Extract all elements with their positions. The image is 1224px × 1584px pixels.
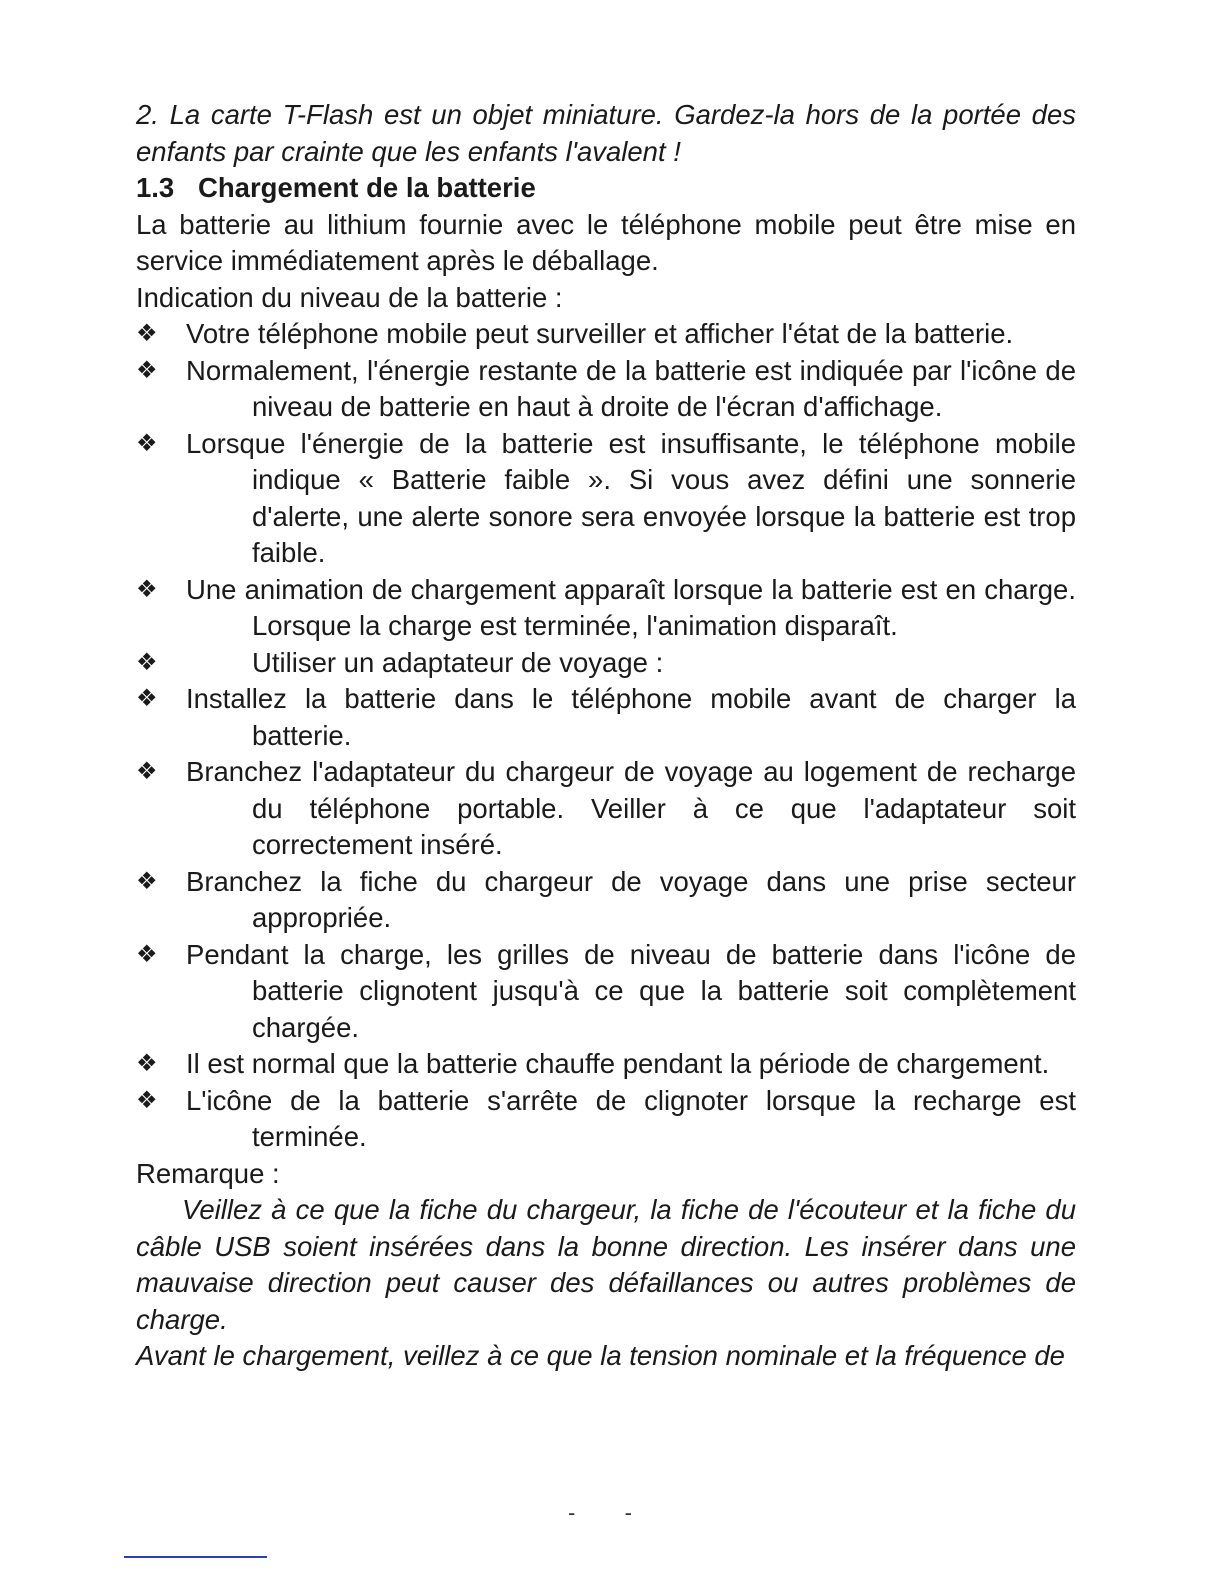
document-page	[136, 97, 1076, 1375]
bullet-text: L'icône de la batterie s'arrête de clignoter lorsque la recharge est terminée.	[186, 1084, 1076, 1152]
list-item	[136, 1083, 1076, 1156]
bullet-text: Il est normal que la batterie chauffe pendant la période de chargement.	[186, 1048, 1050, 1079]
bullet-diamond-icon: ❖	[136, 1086, 158, 1114]
list-item	[136, 864, 1076, 937]
page-dash-left: -	[568, 1500, 576, 1525]
bullet-text: Branchez l'adaptateur du chargeur de voyage au logement de recharge du téléphone portable. Veiller à ce que l'adaptateur soit correctement inséré.	[186, 756, 1076, 860]
bullet-diamond-icon: ❖	[136, 867, 158, 895]
section-number: 1.3	[136, 172, 175, 203]
level-indication-label: Indication du niveau de la batterie :	[136, 281, 563, 313]
battery-intro-paragraph: La batterie au lithium fournie avec le téléphone mobile peut être mise en service immédiatement après le déballage.	[136, 208, 1076, 276]
list-item	[136, 645, 1076, 682]
note-paragraph: Veillez à ce que la fiche du chargeur, la fiche de l'écouteur et la fiche du câble USB soient insérées dans la bonne direction. Les insérer dans une mauvaise direction peut causer des défaillances ou autres problèmes de charge.	[136, 1194, 1076, 1335]
bullet-text: Lorsque l'énergie de la batterie est insuffisante, le téléphone mobile indique « Batterie faible ». Si vous avez défini une sonnerie d'alerte, une alerte sonore sera envoyée lorsque la batterie est trop faible.	[186, 427, 1076, 568]
bullet-diamond-icon: ❖	[136, 685, 158, 712]
bullet-diamond-icon: ❖	[136, 356, 158, 384]
bullet-diamond-icon: ❖	[136, 758, 158, 785]
bullet-text: Pendant la charge, les grilles de niveau de batterie dans l'icône de batterie clignotent jusqu'à ce que la batterie soit complètement chargée.	[186, 938, 1076, 1043]
page-dash-right: -	[624, 1500, 632, 1525]
list-item	[136, 681, 1076, 754]
footnote-divider	[124, 1556, 267, 1558]
tflash-warning: 2. La carte T-Flash est un objet miniature. Gardez-la hors de la portée des enfants par crainte que les enfants l'avalent !	[136, 99, 1076, 167]
bullet-diamond-icon: ❖	[136, 320, 158, 347]
bullet-text: Branchez la fiche du chargeur de voyage dans une prise secteur appropriée.	[186, 865, 1076, 933]
bullet-diamond-icon: ❖	[136, 429, 158, 457]
section-title: Chargement de la batterie	[198, 172, 536, 203]
list-item	[136, 937, 1076, 1047]
bullet-diamond-icon: ❖	[136, 940, 158, 968]
list-item	[136, 353, 1076, 426]
list-item	[136, 316, 1076, 353]
list-item	[136, 1046, 1076, 1083]
bullet-diamond-icon: ❖	[136, 575, 158, 603]
bullet-text: Votre téléphone mobile peut surveiller et afficher l'état de la batterie.	[186, 318, 1014, 349]
section-heading	[136, 170, 1076, 207]
bullet-diamond-icon: ❖	[136, 1050, 158, 1077]
page-number-area	[568, 1500, 632, 1526]
bullet-text: Une animation de chargement apparaît lorsque la batterie est en charge. Lorsque la charge est terminée, l'animation disparaît.	[186, 573, 1076, 641]
note-continuation: Avant le chargement, veillez à ce que la tension nominale et la fréquence de	[136, 1340, 1065, 1371]
bullet-text: Normalement, l'énergie restante de la batterie est indiquée par l'icône de niveau de batterie en haut à droite de l'écran d'affichage.	[186, 354, 1076, 422]
battery-bullet-list	[136, 316, 1076, 1156]
bullet-diamond-icon: ❖	[136, 648, 158, 676]
list-item	[136, 426, 1076, 572]
list-item	[136, 754, 1076, 864]
note-label: Remarque :	[136, 1157, 280, 1189]
list-item	[136, 572, 1076, 645]
bullet-text: Installez la batterie dans le téléphone mobile avant de charger la batterie.	[186, 683, 1076, 751]
bullet-text: Utiliser un adaptateur de voyage :	[252, 646, 664, 678]
